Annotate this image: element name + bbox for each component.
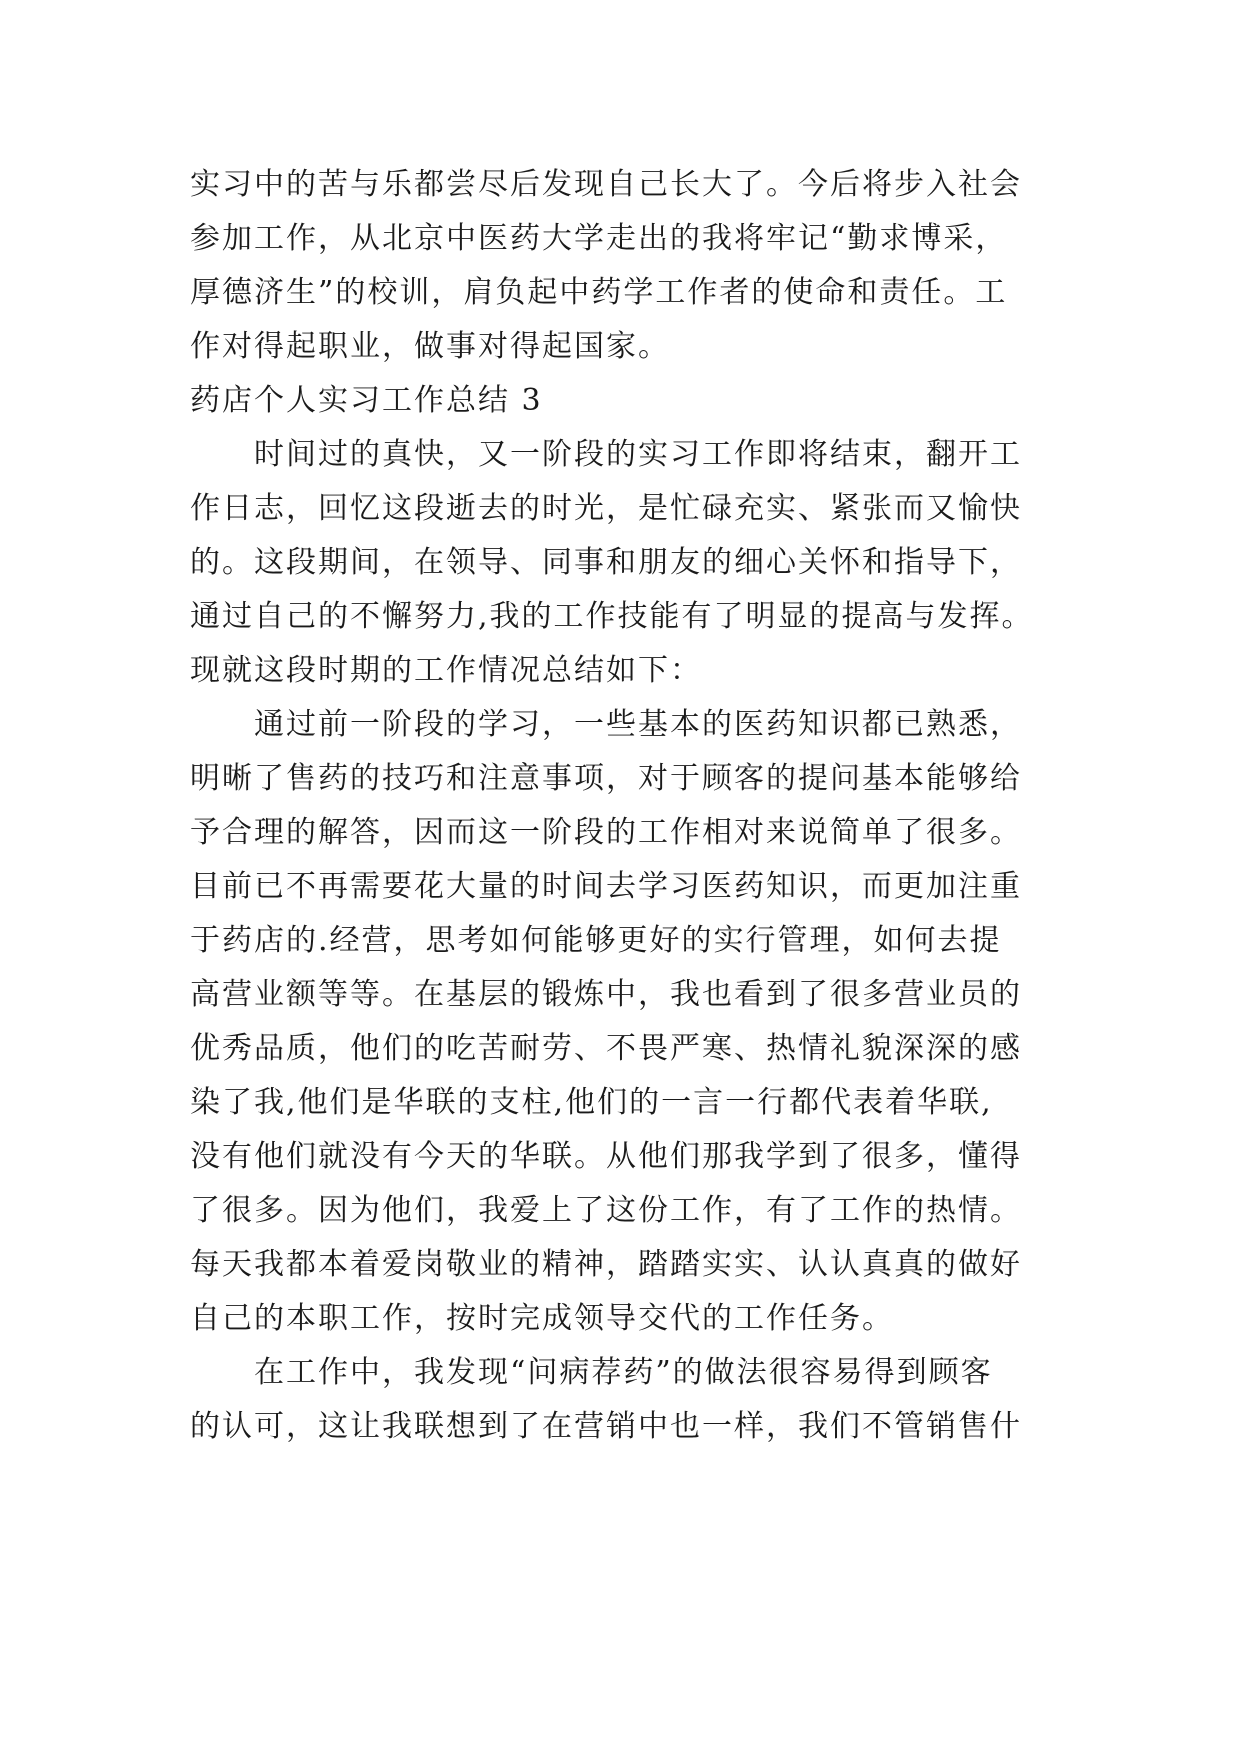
text-line: 通过自己的不懈努力,我的工作技能有了明显的提高与发挥。: [190, 599, 1034, 634]
document-body: [190, 158, 1070, 1454]
text-line: 每天我都本着爱岗敬业的精神，踏踏实实、认认真真的做好: [190, 1247, 1022, 1282]
text-line: 予合理的解答，因而这一阶段的工作相对来说简单了很多。: [190, 815, 1022, 850]
text-line: 的认可，这让我联想到了在营销中也一样，我们不管销售什: [190, 1409, 1022, 1444]
text-line: 时间过的真快，又一阶段的实习工作即将结束，翻开工: [254, 437, 1022, 472]
intro-paragraph: [190, 158, 1070, 374]
text-line: 目前已不再需要花大量的时间去学习医药知识，而更加注重: [190, 869, 1022, 904]
paragraph-2: [190, 698, 1070, 1346]
section-title: 药店个人实习工作总结 3: [190, 383, 543, 418]
text-line: 染了我,他们是华联的支柱,他们的一言一行都代表着华联,: [190, 1085, 993, 1120]
text-line: 参加工作，从北京中医药大学走出的我将牢记“勤求博采，: [190, 221, 1008, 256]
text-line: 厚德济生”的校训，肩负起中药学工作者的使命和责任。工: [190, 275, 1008, 310]
text-line: 自己的本职工作，按时完成领导交代的工作任务。: [190, 1301, 894, 1336]
text-line: 现就这段时期的工作情况总结如下：: [190, 653, 702, 688]
text-line: 明晰了售药的技巧和注意事项，对于顾客的提问基本能够给: [190, 761, 1022, 796]
text-line: 作对得起职业，做事对得起国家。: [190, 329, 670, 364]
text-line: 实习中的苦与乐都尝尽后发现自己长大了。今后将步入社会: [190, 167, 1022, 202]
text-line: 作日志，回忆这段逝去的时光，是忙碌充实、紧张而又愉快: [190, 491, 1022, 526]
text-line: 于药店的.经营，思考如何能够更好的实行管理，如何去提: [190, 923, 1002, 958]
text-line: 优秀品质，他们的吃苦耐劳、不畏严寒、热情礼貌深深的感: [190, 1031, 1022, 1066]
text-line: 了很多。因为他们，我爱上了这份工作，有了工作的热情。: [190, 1193, 1022, 1228]
text-line: 没有他们就没有今天的华联。从他们那我学到了很多，懂得: [190, 1139, 1022, 1174]
text-line: 在工作中，我发现“问病荐药”的做法很容易得到顾客: [254, 1355, 993, 1390]
text-line: 高营业额等等。在基层的锻炼中，我也看到了很多营业员的: [190, 977, 1022, 1012]
text-line: 通过前一阶段的学习，一些基本的医药知识都已熟悉，: [254, 707, 1022, 742]
paragraph-1: [190, 428, 1070, 698]
paragraph-3: [190, 1346, 1070, 1454]
text-line: 的。这段期间，在领导、同事和朋友的细心关怀和指导下，: [190, 545, 1022, 580]
